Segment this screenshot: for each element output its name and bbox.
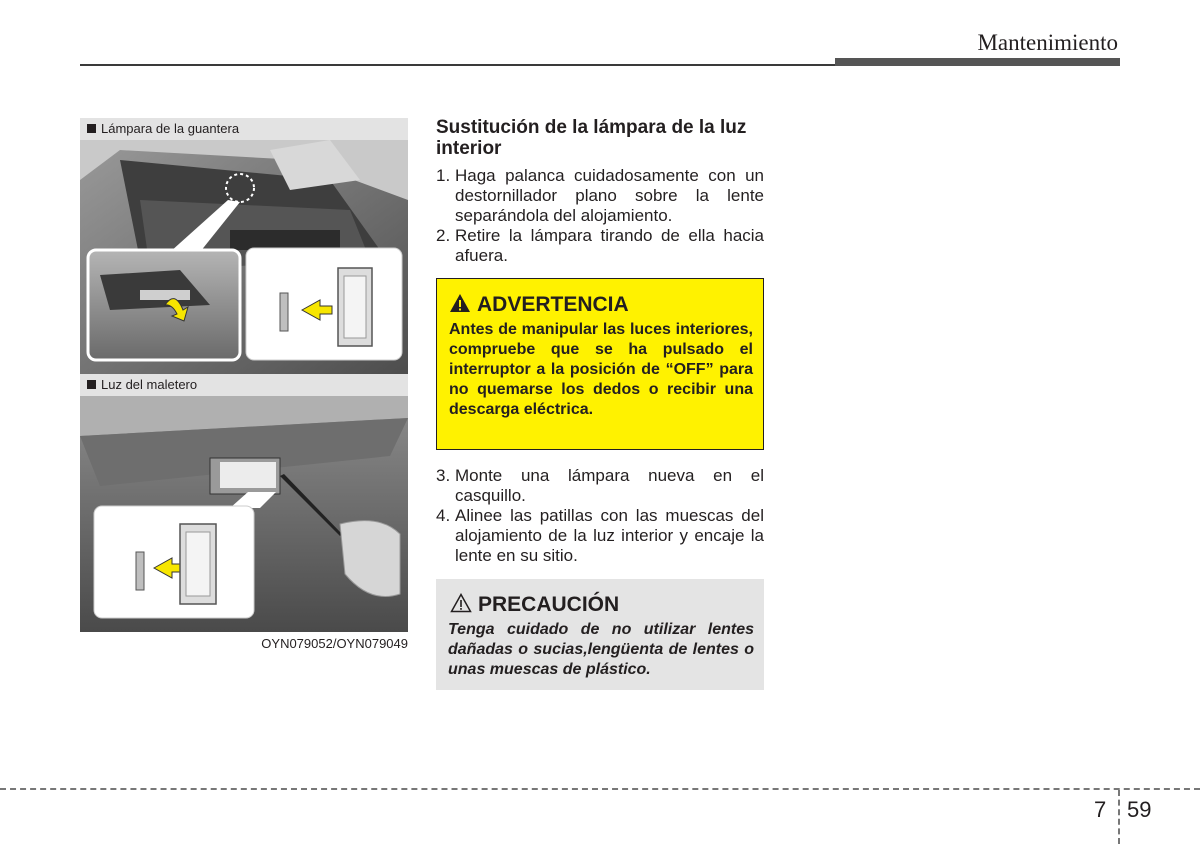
trunk-lamp-photo [80,396,408,632]
caution-title-text: PRECAUCIÓN [478,593,620,616]
caution-title [450,593,619,617]
step-number: 4. [436,506,451,525]
warning-triangle-icon [449,293,471,313]
step-number: 2. [436,226,451,245]
section-heading: Sustitución de la lámpara de la luz interior [436,117,747,159]
caution-box [436,579,764,690]
header-rule-accent [835,58,1120,66]
figure-caption-label: Lámpara de la guantera [101,121,240,136]
step-text: Haga palanca cuidadosamente con un destornillador plano sobre la lente separándola del alojamiento. [455,166,764,225]
chapter-number: 7 [1094,797,1107,822]
caution-body: Tenga cuidado de no utilizar lentes dañadas o sucias,lengüenta de lentes o unas muescas de plástico. [448,621,754,678]
header-rule [80,64,840,66]
bullet-square-icon [87,380,96,389]
caution-triangle-icon [450,593,472,613]
list-item [436,506,764,566]
bullet-square-icon [87,124,96,133]
steps-list-continued [436,466,764,566]
list-item [436,466,764,506]
warning-box [436,278,764,450]
steps-list [436,166,764,266]
warning-title-text: ADVERTENCIA [477,293,629,316]
list-item [436,166,764,226]
glovebox-lamp-photo [80,140,408,374]
warning-body: Antes de manipular las luces interiores, compruebe que se ha pulsado el interruptor a la posición de “OFF” para no quemarse los dedos o recibir una descarga eléctrica. [449,321,753,418]
footer-divider-vertical [1118,790,1120,844]
section-title: Mantenimiento [977,30,1118,55]
step-text: Alinee las patillas con las muescas del alojamiento de la luz interior y encaje la lente en su sitio. [455,506,764,565]
warning-title [449,293,629,317]
figure-code: OYN079052/OYN079049 [261,636,408,651]
figure-caption-trunk [80,374,408,396]
step-number: 1. [436,166,451,185]
list-item [436,226,764,266]
step-text: Retire la lámpara tirando de ella hacia afuera. [455,226,764,265]
step-number: 3. [436,466,451,485]
footer-divider [0,788,1200,790]
figure-caption-glovebox [80,118,408,140]
page-number: 59 [1127,797,1152,822]
step-text: Monte una lámpara nueva en el casquillo. [455,466,764,505]
figure-caption-label: Luz del maletero [101,377,198,392]
